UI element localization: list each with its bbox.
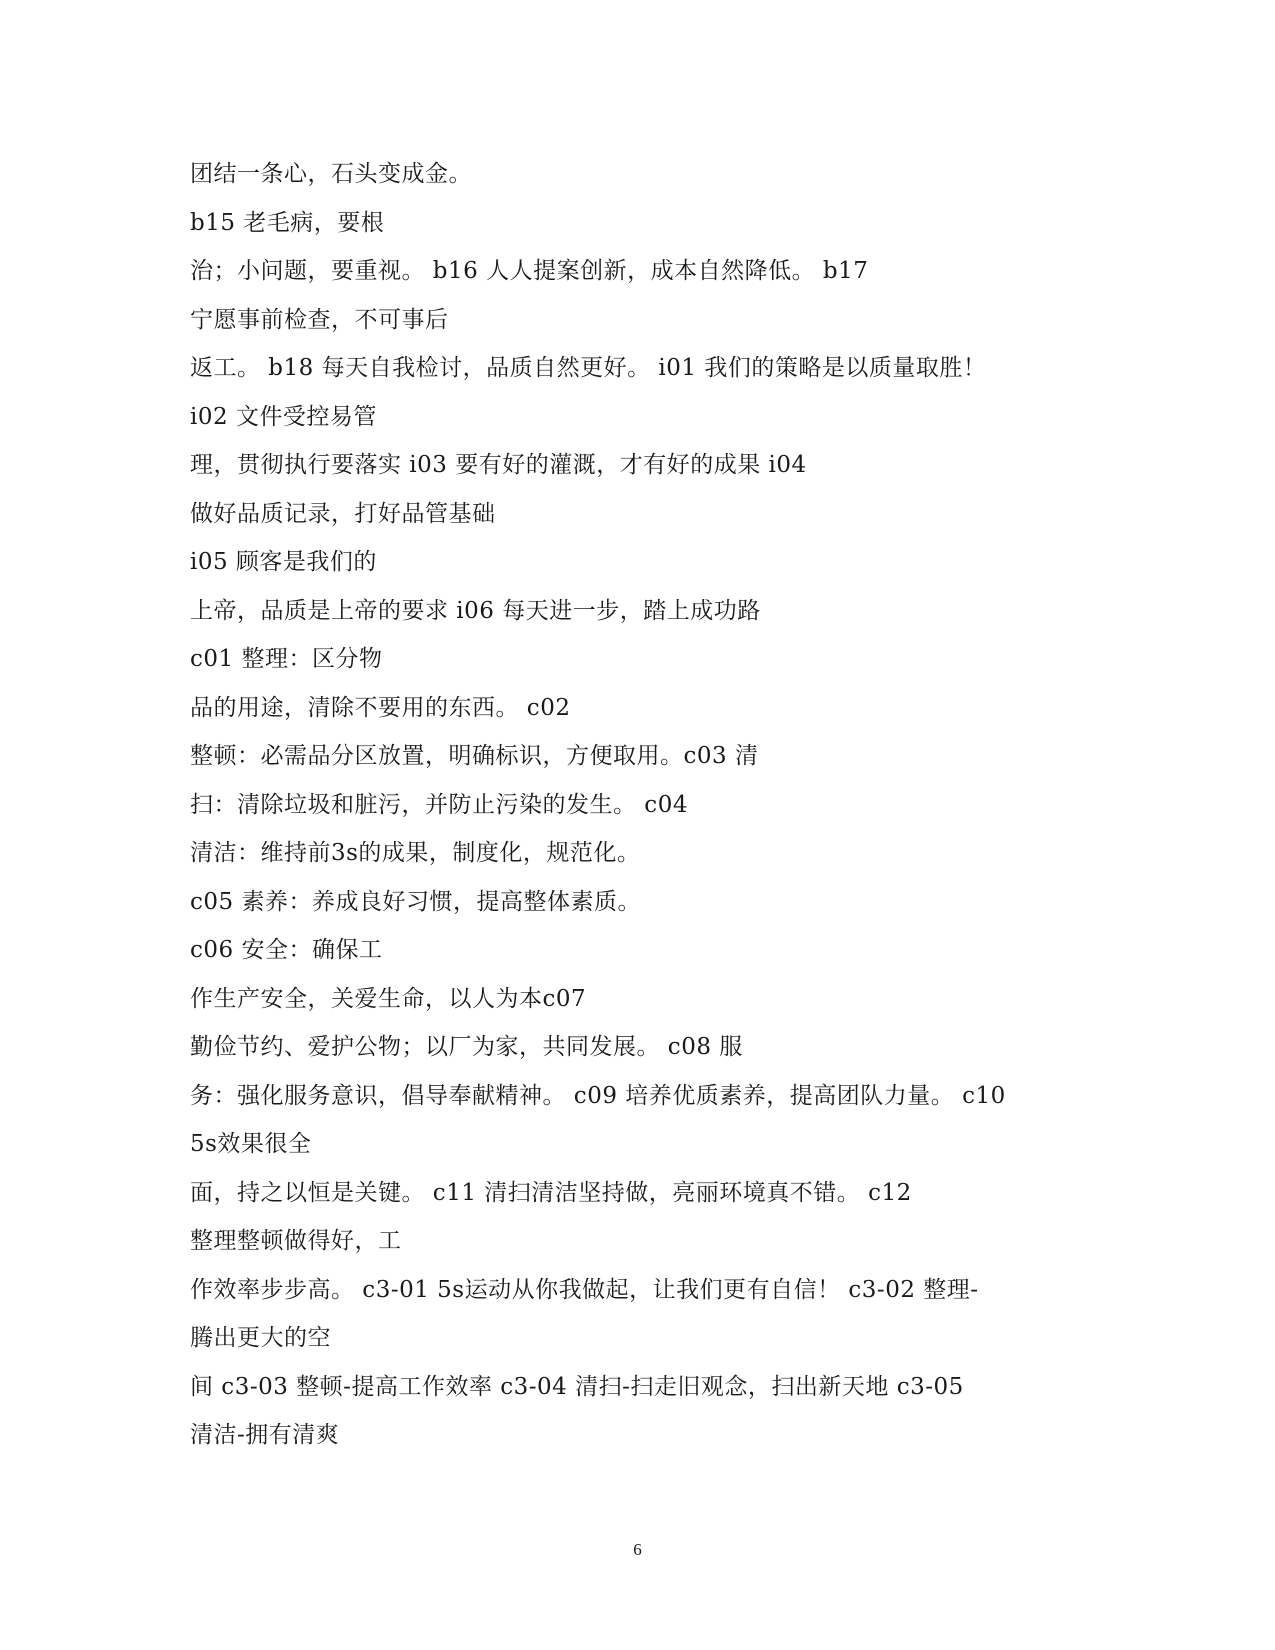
text-line: 勤俭节约、爱护公物；以厂为家，共同发展。 c08 服 <box>190 1034 743 1060</box>
text-line: c01 整理：区分物 <box>190 646 383 672</box>
text-line: 理，贯彻执行要落实 i03 要有好的灌溉，才有好的成果 i04 <box>190 452 807 478</box>
text-line: 宁愿事前检查，不可事后 <box>190 306 449 333</box>
text-line: i02 文件受控易管 <box>190 403 377 430</box>
text-line: 作生产安全，关爱生命，以人为本c07 <box>190 985 587 1012</box>
text-line: 务：强化服务意识，倡导奉献精神。 c09 培养优质素养，提高团队力量。 c10 <box>190 1082 1006 1109</box>
text-line: 整顿：必需品分区放置，明确标识，方便取用。c03 清 <box>190 743 759 769</box>
text-line: 返工。 b18 每天自我检讨，品质自然更好。 i01 我们的策略是以质量取胜！ <box>190 355 987 381</box>
text-line: c06 安全：确保工 <box>190 937 383 963</box>
text-line: i05 顾客是我们的 <box>190 549 377 575</box>
text-line: 腾出更大的空 <box>190 1325 331 1351</box>
text-line: 上帝，品质是上帝的要求 i06 每天进一步，踏上成功路 <box>190 597 761 624</box>
body-text <box>190 157 1090 1467</box>
text-line: 团结一条心，石头变成金。 <box>190 161 472 187</box>
text-line: 品的用途，清除不要用的东西。 c02 <box>190 694 571 721</box>
text-line: 作效率步步高。 c3-01 5s运动从你我做起，让我们更有自信！ c3-02 整理- <box>190 1276 979 1303</box>
text-line: 治；小问题，要重视。 b16 人人提案创新，成本自然降低。 b17 <box>190 258 869 284</box>
text-line: b15 老毛病，要根 <box>190 209 385 236</box>
text-line: 扫：清除垃圾和脏污，并防止污染的发生。 c04 <box>190 791 688 818</box>
page-number: 6 <box>633 1540 642 1559</box>
text-line: c05 素养：养成良好习惯，提高整体素质。 <box>190 888 641 915</box>
text-line: 5s效果很全 <box>190 1131 312 1157</box>
text-line: 清洁-拥有清爽 <box>190 1422 340 1448</box>
text-line: 间 c3-03 整顿-提高工作效率 c3-04 清扫-扫走旧观念，扫出新天地 c3-05 <box>190 1373 964 1400</box>
text-line: 整理整顿做得好，工 <box>190 1228 402 1254</box>
text-line: 清洁：维持前3s的成果，制度化，规范化。 <box>190 840 641 866</box>
text-line: 面，持之以恒是关键。 c11 清扫清洁坚持做，亮丽环境真不错。 c12 <box>190 1179 912 1206</box>
text-line: 做好品质记录，打好品管基础 <box>190 500 496 527</box>
